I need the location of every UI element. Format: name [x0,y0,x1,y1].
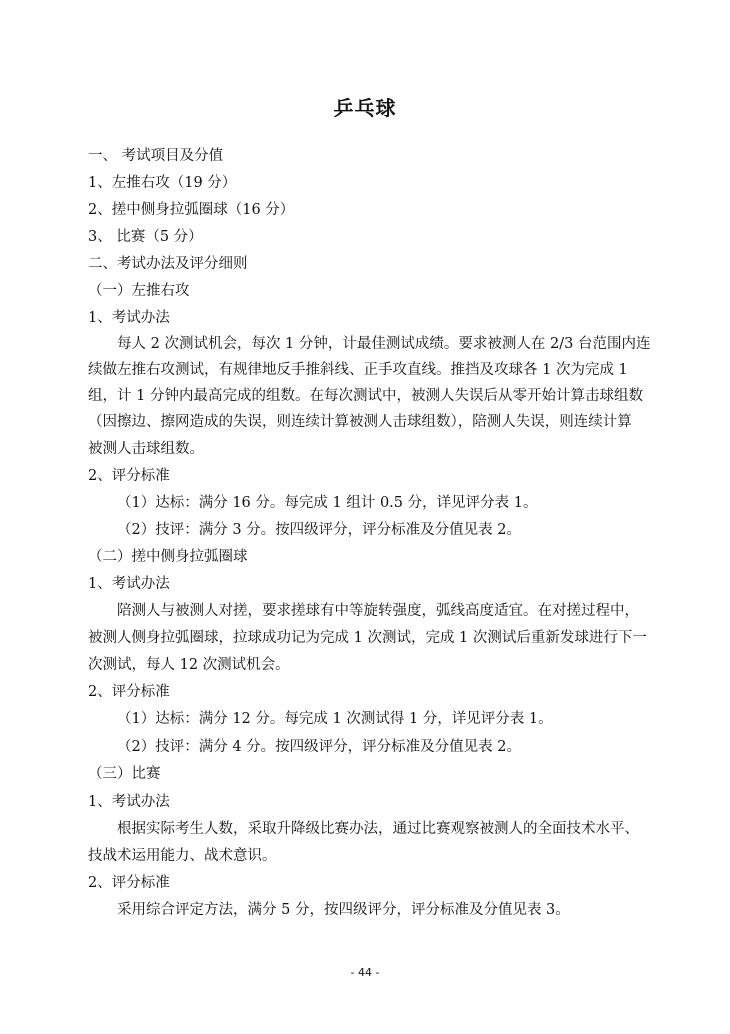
page-title: 乒乓球 [333,96,397,120]
sub-heading: 1、考试办法 [88,576,170,592]
subsection-heading: （三）比赛 [88,766,161,782]
list-item: 2、搓中侧身拉弧圈球（16 分） [88,202,295,218]
sub-heading: 2、评分标准 [88,468,170,484]
list-item: 3、 比赛（5 分） [88,229,203,245]
paragraph-line: 组，计 1 分钟内最高完成的组数。在每次测试中，被测人失误后从零开始计算击球组数 [88,388,643,404]
paragraph-line: 采用综合评定方法，满分 5 分，按四级评分，评分标准及分值见表 3。 [117,902,570,918]
paragraph-line: 陪测人与被测人对搓，要求搓球有中等旋转强度，弧线高度适宜。在对搓过程中， [117,603,639,619]
list-item: 1、左推右攻（19 分） [88,175,237,191]
paragraph-line: 根据实际考生人数，采取升降级比赛办法，通过比赛观察被测人的全面技术水平、 [117,821,639,837]
sub-heading: 2、评分标准 [88,684,170,700]
section-heading-methods: 二、考试办法及评分细则 [88,256,248,272]
page-number: - 44 - [350,966,380,979]
subsection-heading: （二）搓中侧身拉弧圈球 [88,549,248,565]
paragraph-line: （因擦边、擦网造成的失误，则连续计算被测人击球组数），陪测人失误，则连续计算 [88,414,632,430]
paragraph-line: 每人 2 次测试机会，每次 1 分钟，计最佳测试成绩。要求被测人在 2/3 台范围内连 [117,336,651,352]
sub-heading: 2、评分标准 [88,875,170,891]
paragraph-line: 被测人击球组数。 [88,441,204,457]
list-item: （1）达标：满分 12 分。每完成 1 次测试得 1 分，详见评分表 1。 [117,711,553,727]
paragraph-line: 次测试，每人 12 次测试机会。 [88,657,290,673]
paragraph-line: 被测人侧身拉弧圈球，拉球成功记为完成 1 次测试，完成 1 次测试后重新发球进行下一 [88,630,647,646]
list-item: （1）达标：满分 16 分。每完成 1 组计 0.5 分，详见评分表 1。 [117,495,538,511]
sub-heading: 1、考试办法 [88,310,170,326]
subsection-heading: （一）左推右攻 [88,283,190,299]
sub-heading: 1、考试办法 [88,794,170,810]
paragraph-line: 续做左推右攻测试，有规律地反手推斜线、正手攻直线。推挡及攻球各 1 次为完成 1 [88,362,628,378]
list-item: （2）技评：满分 3 分。按四级评分，评分标准及分值见表 2。 [117,522,522,538]
paragraph-line: 技战术运用能力、战术意识。 [88,848,277,864]
section-heading-exam-items: 一、 考试项目及分值 [88,148,224,164]
list-item: （2）技评：满分 4 分。按四级评分，评分标准及分值见表 2。 [117,739,522,755]
